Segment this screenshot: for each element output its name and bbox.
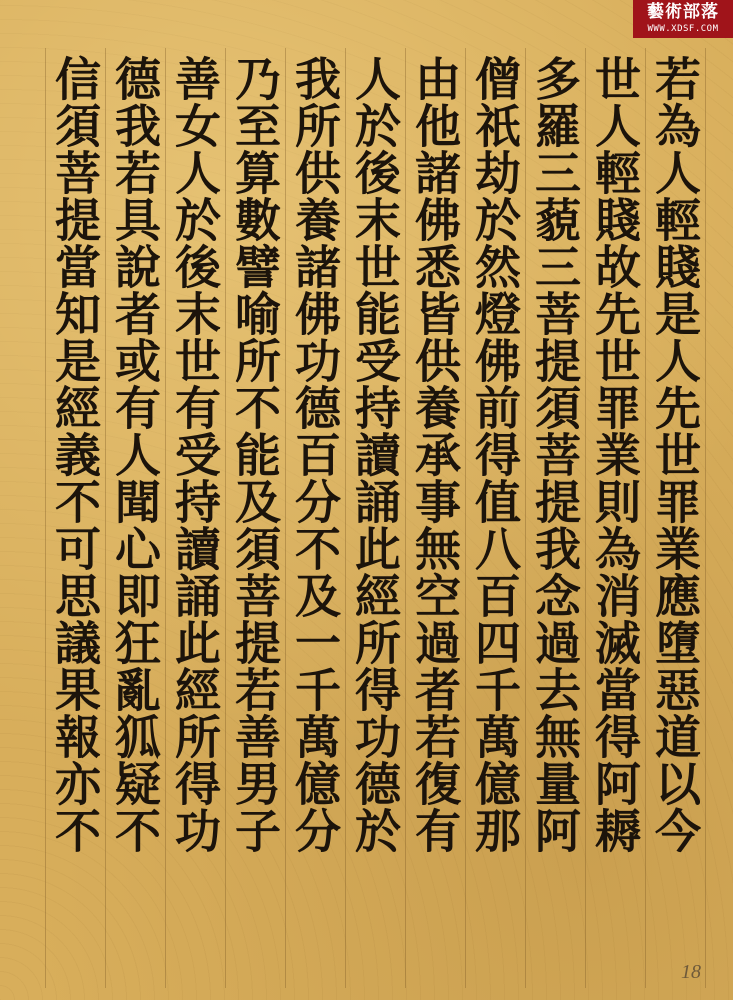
calligraphy-column-6: 人於後末世能受持讀誦此經所得功德於 <box>348 55 402 854</box>
calligraphy-column-8: 乃至算數譬喻所不能及須菩提若善男子 <box>228 55 282 854</box>
calligraphy-column-4: 僧祇劫於然燈佛前得值八百四千萬億那 <box>468 55 522 854</box>
site-watermark <box>633 0 733 38</box>
calligraphy-column-9: 善女人於後末世有受持讀誦此經所得功 <box>168 55 222 854</box>
calligraphy-column-7: 我所供養諸佛功德百分不及一千萬億分 <box>288 55 342 854</box>
watermark-title: 藝術部落 <box>647 2 719 22</box>
calligraphy-column-10: 德我若具說者或有人聞心即狂亂狐疑不 <box>108 55 162 854</box>
page-number: 18 <box>681 961 701 983</box>
calligraphy-column-1: 若為人輕賤是人先世罪業應墮惡道以今 <box>648 55 702 854</box>
calligraphy-column-11: 信須菩提當知是經義不可思議果報亦不 <box>48 55 102 854</box>
watermark-url: WWW.XDSF.COM <box>647 24 719 34</box>
calligraphy-column-2: 世人輕賤故先世罪業則為消滅當得阿耨 <box>588 55 642 854</box>
calligraphy-column-3: 多羅三藐三菩提須菩提我念過去無量阿 <box>528 55 582 854</box>
calligraphy-column-5: 由他諸佛悉皆供養承事無空過者若復有 <box>408 55 462 854</box>
